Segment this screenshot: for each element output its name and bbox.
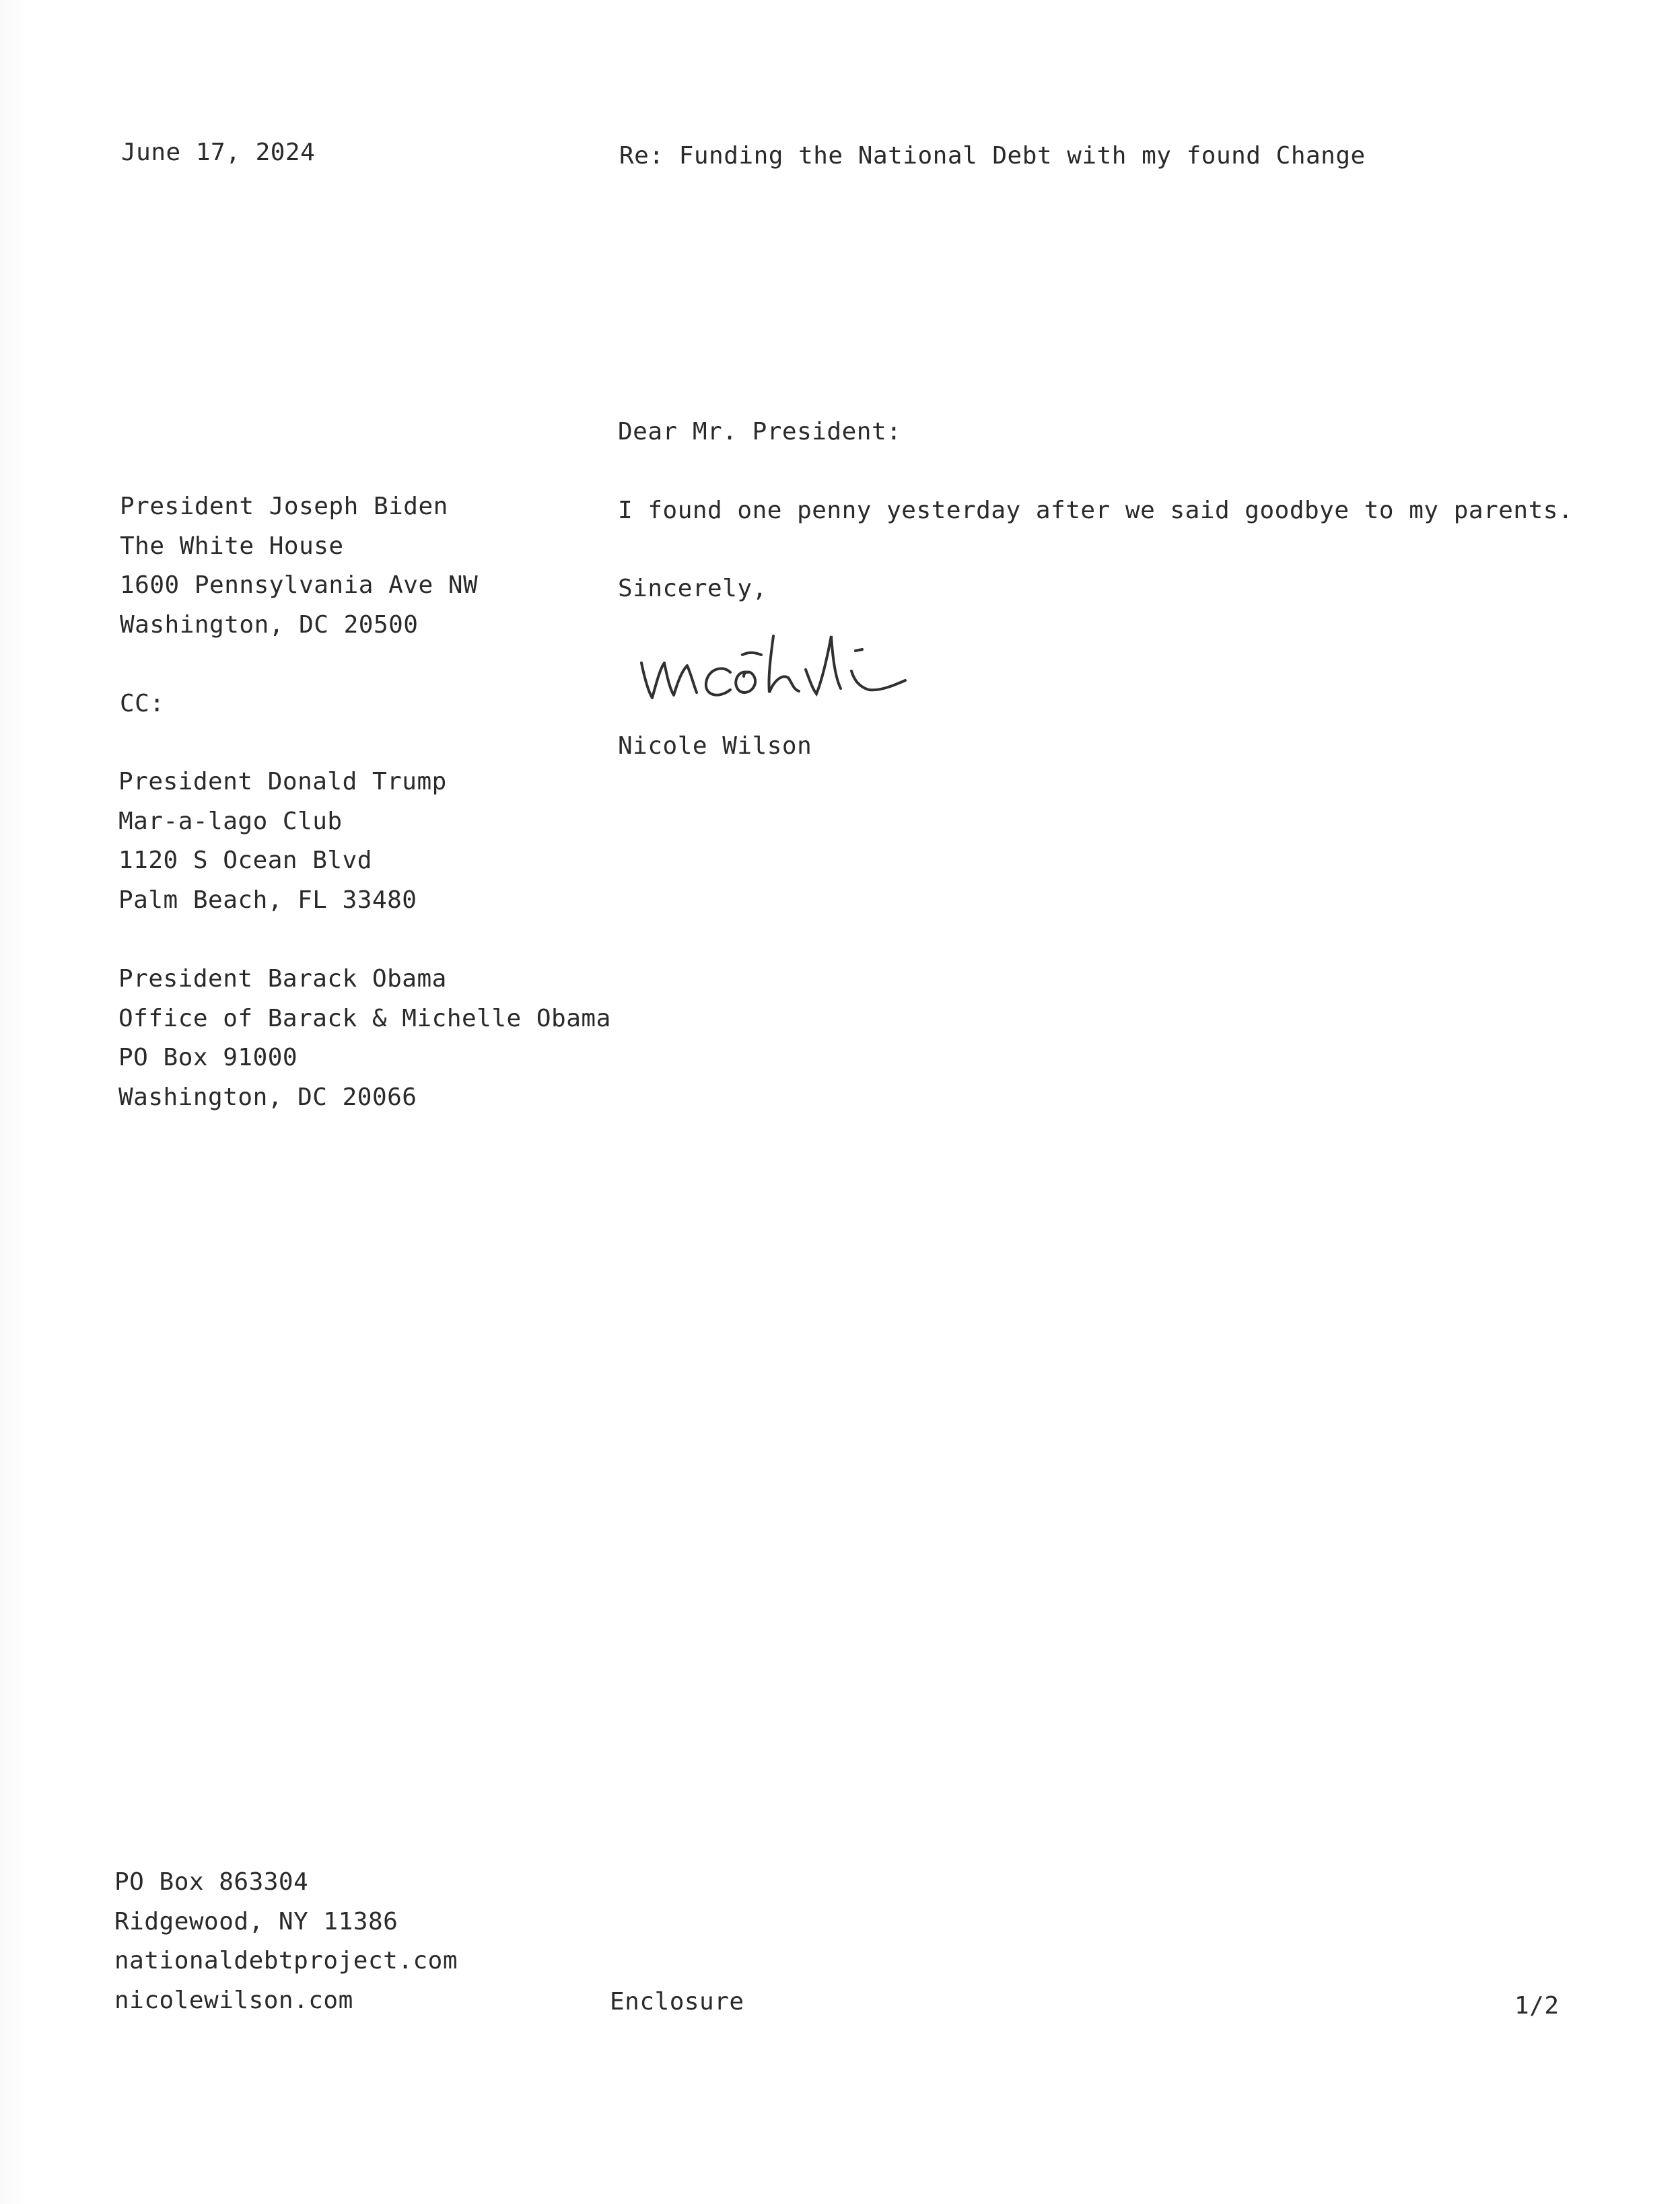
recipient-line: The White House — [120, 532, 344, 560]
recipient-line: 1600 Pennsylvania Ave NW — [120, 571, 479, 599]
cc-label: CC: — [120, 690, 165, 717]
recipient-line: Washington, DC 20500 — [120, 610, 419, 639]
cc-line: President Donald Trump — [118, 768, 447, 795]
sender-line: PO Box 863304 — [114, 1868, 309, 1896]
enclosure-note: Enclosure — [610, 1988, 744, 2016]
recipient-address — [120, 487, 478, 645]
closing: Sincerely, — [618, 575, 767, 602]
cc-line: President Barack Obama — [118, 965, 447, 993]
sender-line: nicolewilson.com — [114, 1986, 353, 2014]
scan-edge-shadow — [0, 0, 27, 2204]
letter-body: I found one penny yesterday after we said goodbye to my parents. — [618, 497, 1574, 524]
sender-line: nationaldebtproject.com — [114, 1947, 458, 1975]
letter-subject: Re: Funding the National Debt with my found Change — [619, 142, 1366, 170]
signature-name: Nicole Wilson — [618, 732, 812, 760]
cc-line: PO Box 91000 — [118, 1044, 298, 1071]
cc-line: Washington, DC 20066 — [118, 1083, 417, 1111]
salutation: Dear Mr. President: — [618, 418, 902, 446]
page-number: 1/2 — [1514, 1992, 1560, 2020]
cc-line: Palm Beach, FL 33480 — [118, 886, 417, 914]
sender-address — [114, 1863, 458, 2020]
sender-line: Ridgewood, NY 11386 — [114, 1907, 398, 1935]
handwritten-signature — [629, 616, 952, 717]
cc-recipient-address — [118, 960, 611, 1117]
cc-recipient-address — [118, 762, 447, 920]
cc-line: Office of Barack & Michelle Obama — [118, 1004, 611, 1032]
letter-date: June 17, 2024 — [121, 139, 316, 166]
cc-line: 1120 S Ocean Blvd — [118, 847, 372, 874]
recipient-line: President Joseph Biden — [120, 493, 448, 520]
cc-line: Mar-a-lago Club — [118, 807, 343, 835]
